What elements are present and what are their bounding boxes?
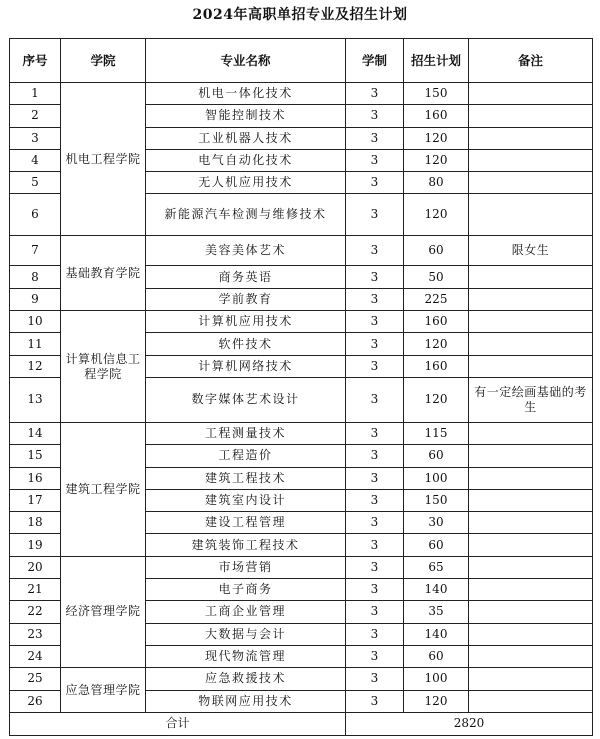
- table-row: [10, 236, 593, 266]
- college-cell: 经济管理学院: [61, 556, 146, 667]
- major-name: 建设工程管理: [146, 512, 346, 534]
- row-no: 5: [10, 172, 61, 194]
- header-no: 序号: [10, 39, 61, 83]
- duration: 3: [346, 556, 404, 578]
- note: [469, 601, 593, 623]
- header-duration: 学制: [346, 39, 404, 83]
- plan: 50: [404, 266, 469, 288]
- plan: 60: [404, 445, 469, 467]
- row-no: 14: [10, 422, 61, 444]
- note: [469, 149, 593, 171]
- major-name: 商务英语: [146, 266, 346, 288]
- header-note: 备注: [469, 39, 593, 83]
- row-no: 23: [10, 623, 61, 645]
- note: 有一定绘画基础的考生: [469, 377, 593, 422]
- major-name: 市场营销: [146, 556, 346, 578]
- document-title: 2024年高职单招专业及招生计划: [192, 7, 408, 23]
- major-name: 应急救援技术: [146, 668, 346, 690]
- table-row: [10, 556, 593, 578]
- duration: 3: [346, 355, 404, 377]
- plan: 140: [404, 623, 469, 645]
- major-name: 工程测量技术: [146, 422, 346, 444]
- major-name: 工业机器人技术: [146, 127, 346, 149]
- major-name: 计算机应用技术: [146, 311, 346, 333]
- row-no: 21: [10, 579, 61, 601]
- plan: 60: [404, 236, 469, 266]
- note: [469, 311, 593, 333]
- note: [469, 288, 593, 310]
- row-no: 17: [10, 489, 61, 511]
- row-no: 15: [10, 445, 61, 467]
- plan: 80: [404, 172, 469, 194]
- major-name: 建筑室内设计: [146, 489, 346, 511]
- row-no: 1: [10, 83, 61, 105]
- duration: 3: [346, 172, 404, 194]
- duration: 3: [346, 690, 404, 712]
- note: [469, 266, 593, 288]
- major-name: 计算机网络技术: [146, 355, 346, 377]
- note: [469, 579, 593, 601]
- note: [469, 467, 593, 489]
- row-no: 10: [10, 311, 61, 333]
- note: [469, 333, 593, 355]
- row-no: 9: [10, 288, 61, 310]
- row-no: 8: [10, 266, 61, 288]
- row-no: 4: [10, 149, 61, 171]
- duration: 3: [346, 579, 404, 601]
- plan: 120: [404, 377, 469, 422]
- enrollment-plan-table: [9, 38, 593, 736]
- duration: 3: [346, 512, 404, 534]
- note: [469, 422, 593, 444]
- plan: 120: [404, 149, 469, 171]
- row-no: 26: [10, 690, 61, 712]
- row-no: 3: [10, 127, 61, 149]
- note: [469, 668, 593, 690]
- duration: 3: [346, 467, 404, 489]
- duration: 3: [346, 601, 404, 623]
- row-no: 20: [10, 556, 61, 578]
- plan: 160: [404, 311, 469, 333]
- row-no: 19: [10, 534, 61, 556]
- header-plan: 招生计划: [404, 39, 469, 83]
- plan: 100: [404, 467, 469, 489]
- plan: 160: [404, 355, 469, 377]
- major-name: 现代物流管理: [146, 645, 346, 667]
- college-cell: 计算机信息工程学院: [61, 311, 146, 423]
- table-row: [10, 422, 593, 444]
- note: [469, 355, 593, 377]
- row-no: 25: [10, 668, 61, 690]
- duration: 3: [346, 489, 404, 511]
- college-cell: 应急管理学院: [61, 668, 146, 713]
- college-cell: 机电工程学院: [61, 83, 146, 236]
- major-name: 物联网应用技术: [146, 690, 346, 712]
- note: [469, 489, 593, 511]
- note: [469, 105, 593, 127]
- table-row: [10, 668, 593, 690]
- major-name: 新能源汽车检测与维修技术: [146, 194, 346, 236]
- duration: 3: [346, 333, 404, 355]
- major-name: 工商企业管理: [146, 601, 346, 623]
- college-cell: 建筑工程学院: [61, 422, 146, 556]
- plan: 35: [404, 601, 469, 623]
- duration: 3: [346, 288, 404, 310]
- major-name: 电气自动化技术: [146, 149, 346, 171]
- plan: 60: [404, 534, 469, 556]
- note: 限女生: [469, 236, 593, 266]
- duration: 3: [346, 83, 404, 105]
- table-row: [10, 311, 593, 333]
- duration: 3: [346, 311, 404, 333]
- plan: 120: [404, 127, 469, 149]
- note: [469, 534, 593, 556]
- college-cell: 基础教育学院: [61, 236, 146, 311]
- duration: 3: [346, 127, 404, 149]
- note: [469, 645, 593, 667]
- table-row: [10, 83, 593, 105]
- plan: 225: [404, 288, 469, 310]
- note: [469, 172, 593, 194]
- row-no: 11: [10, 333, 61, 355]
- note: [469, 512, 593, 534]
- duration: 3: [346, 266, 404, 288]
- major-name: 数字媒体艺术设计: [146, 377, 346, 422]
- plan: 65: [404, 556, 469, 578]
- note: [469, 690, 593, 712]
- duration: 3: [346, 534, 404, 556]
- duration: 3: [346, 445, 404, 467]
- row-no: 24: [10, 645, 61, 667]
- row-no: 6: [10, 194, 61, 236]
- plan: 60: [404, 645, 469, 667]
- duration: 3: [346, 194, 404, 236]
- major-name: 美容美体艺术: [146, 236, 346, 266]
- plan: 160: [404, 105, 469, 127]
- major-name: 机电一体化技术: [146, 83, 346, 105]
- major-name: 建筑工程技术: [146, 467, 346, 489]
- duration: 3: [346, 668, 404, 690]
- row-no: 12: [10, 355, 61, 377]
- note: [469, 556, 593, 578]
- duration: 3: [346, 149, 404, 171]
- duration: 3: [346, 645, 404, 667]
- header-college: 学院: [61, 39, 146, 83]
- major-name: 大数据与会计: [146, 623, 346, 645]
- total-row: [10, 712, 593, 735]
- duration: 3: [346, 422, 404, 444]
- major-name: 工程造价: [146, 445, 346, 467]
- major-name: 软件技术: [146, 333, 346, 355]
- note: [469, 194, 593, 236]
- note: [469, 445, 593, 467]
- note: [469, 127, 593, 149]
- plan: 120: [404, 333, 469, 355]
- major-name: 电子商务: [146, 579, 346, 601]
- table-header-row: [10, 39, 593, 83]
- plan: 150: [404, 83, 469, 105]
- plan: 150: [404, 489, 469, 511]
- duration: 3: [346, 105, 404, 127]
- plan: 115: [404, 422, 469, 444]
- row-no: 2: [10, 105, 61, 127]
- total-value: 2820: [346, 712, 593, 735]
- plan: 120: [404, 194, 469, 236]
- note: [469, 83, 593, 105]
- major-name: 建筑装饰工程技术: [146, 534, 346, 556]
- plan: 140: [404, 579, 469, 601]
- duration: 3: [346, 236, 404, 266]
- plan: 100: [404, 668, 469, 690]
- duration: 3: [346, 623, 404, 645]
- major-name: 学前教育: [146, 288, 346, 310]
- note: [469, 623, 593, 645]
- plan: 120: [404, 690, 469, 712]
- duration: 3: [346, 377, 404, 422]
- row-no: 13: [10, 377, 61, 422]
- row-no: 16: [10, 467, 61, 489]
- row-no: 18: [10, 512, 61, 534]
- row-no: 7: [10, 236, 61, 266]
- total-label: 合计: [10, 712, 346, 735]
- plan: 30: [404, 512, 469, 534]
- row-no: 22: [10, 601, 61, 623]
- major-name: 智能控制技术: [146, 105, 346, 127]
- header-major: 专业名称: [146, 39, 346, 83]
- major-name: 无人机应用技术: [146, 172, 346, 194]
